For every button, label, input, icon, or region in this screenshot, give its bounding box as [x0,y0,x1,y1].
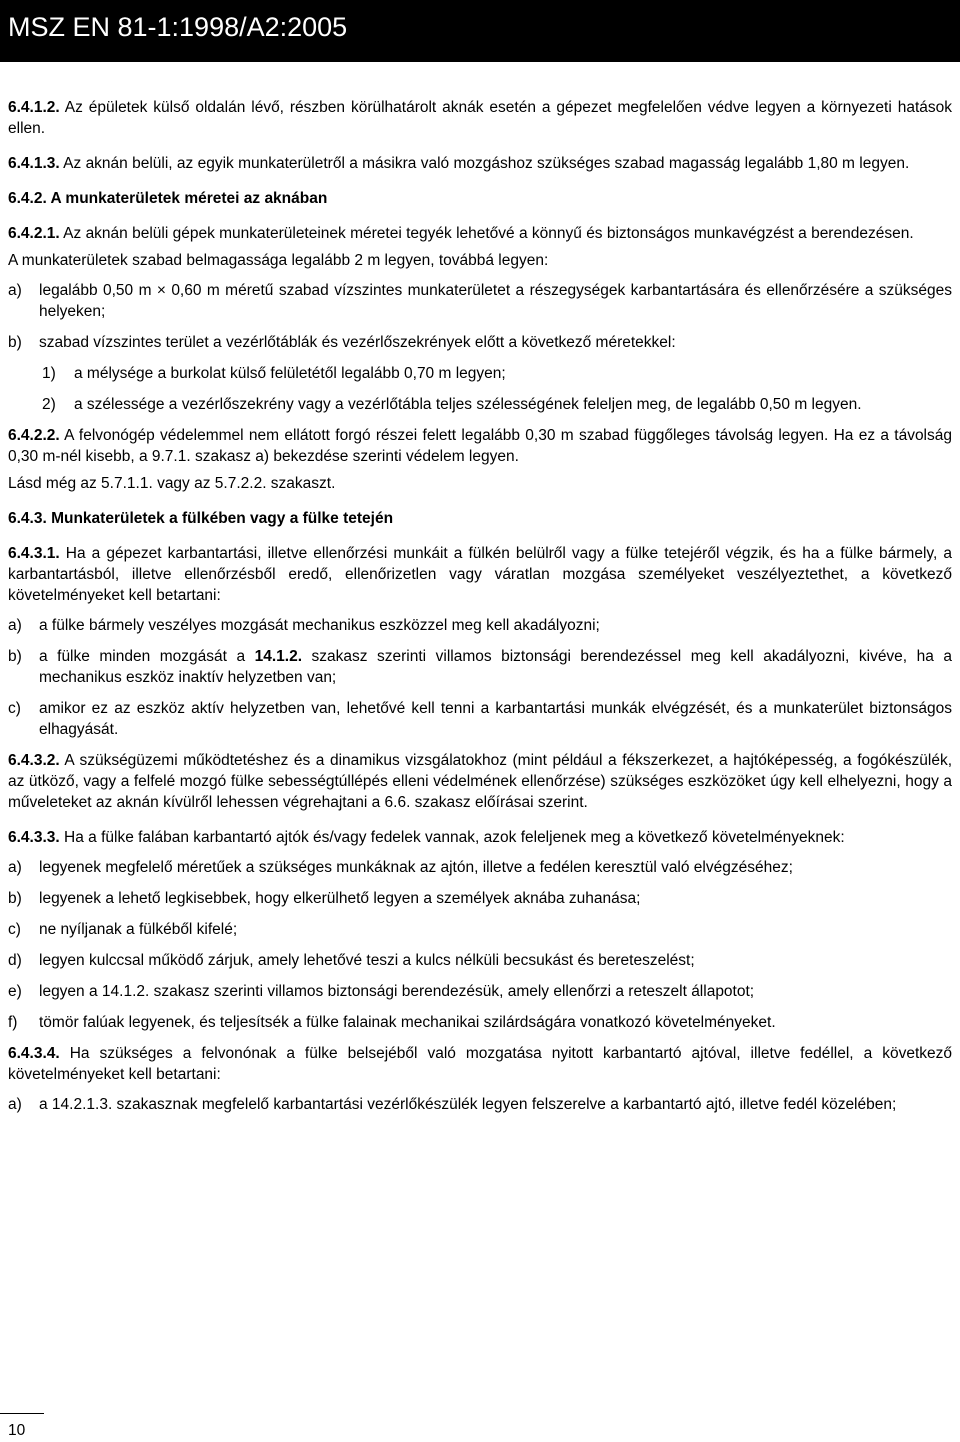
list-label: e) [8,983,22,1000]
list-label: a) [8,859,22,876]
section-number: 6.4.3.4. [8,1045,60,1062]
list-text: legyenek a lehető legkisebbek, hogy elkerülhető legyen a személyek aknába zuhanása; [39,890,641,907]
list-text: a mélysége a burkolat külső felületétől legalább 0,70 m legyen; [74,365,506,382]
list-label: a) [8,617,22,634]
section-text: A felvonógép védelemmel nem ellátott forgó részei felett legalább 0,30 m szabad függőleges távolság legyen. Ha ez a távolság 0,30 m-nél kisebb, a 9.7.1. szakasz a) bekezdése szerinti védelem legyen. [8,427,952,465]
list-label: f) [8,1014,18,1031]
section-number: 6.4.2.2. [8,427,60,444]
list-item [8,646,952,688]
list-label: b) [8,648,22,665]
list-item [8,919,952,940]
list-text: a fülke bármely veszélyes mozgását mechanikus eszközzel meg kell akadályozni; [39,617,600,634]
section-number: 6.4.2.1. [8,225,60,242]
section-number: 6.4.1.2. [8,99,60,116]
list-item [8,888,952,909]
section-reference: 14.1.2. [254,648,302,665]
document-title: MSZ EN 81-1:1998/A2:2005 [8,12,348,42]
list-item [8,1012,952,1033]
list-item [8,1094,952,1115]
list-label: a) [8,282,22,299]
section-text: Ha a gépezet karbantartási, illetve ellenőrzési munkáit a fülkén belülről vagy a fülke tetejéről végzik, és ha a fülke bármely, a karbantartásból, illetve ellenőrzésből eredő, ellenőrizetlen vagy váratlan mozgása személyeket veszélyeztethet, a következő követelményeket kell betartani: [8,545,952,604]
list-label: a) [8,1096,22,1113]
list-text-post: szakasz szerinti villamos biztonsági berendezéssel meg kell akadályozni, kivéve, ha a mechanikus eszköz inaktív helyzetben van; [39,648,952,686]
list-text: legyen kulccsal működő zárjuk, amely lehetővé teszi a kulcs nélküli becsukást és bereteszelést; [39,952,695,969]
list-label: b) [8,890,22,907]
section-text: Az aknán belüli gépek munkaterületeinek méretei tegyék lehetővé a könnyű és biztonságos munkavégzést a berendezésen. [59,225,914,242]
sub-list-item [42,394,952,415]
section-6-4-2-1 [8,223,952,244]
list-item [8,698,952,740]
list-item [8,950,952,971]
section-number: 6.4.3.2. [8,752,60,769]
list-text [39,646,952,688]
paragraph-clear-height: A munkaterületek szabad belmagassága legalább 2 m legyen, továbbá legyen: [8,252,549,269]
list-label: 2) [42,396,56,413]
list-item [8,981,952,1002]
list-item [8,332,952,353]
list-text: legyen a 14.1.2. szakasz szerinti villamos biztonsági berendezésük, amely ellenőrzi a reteszelt állapotot; [39,983,755,1000]
list-item [8,615,952,636]
sub-list-item [42,363,952,384]
section-text: Ha szükséges a felvonónak a fülke belsejéből való mozgatása nyitott karbantartó ajtóval, illetve fedéllel, a következő követelményeket kell betartani: [8,1045,952,1083]
list-label: b) [8,334,22,351]
list-text-pre: a fülke minden mozgását a [39,648,255,665]
list-text: ne nyíljanak a fülkéből kifelé; [39,921,238,938]
list-text: legyenek megfelelő méretűek a szükséges munkáknak az ajtón, illetve a fedélen keresztül való elvégzéséhez; [39,859,793,876]
document-body [8,97,952,1125]
section-number: 6.4.3.1. [8,545,60,562]
section-6-4-3-3 [8,827,952,848]
heading-6-4-2: 6.4.2. A munkaterületek méretei az aknában [8,190,328,207]
list-item [8,280,952,322]
section-6-4-1-3 [8,153,952,174]
page-number: 10 [8,1422,26,1439]
section-number: 6.4.1.3. [8,155,60,172]
list-label: c) [8,700,21,717]
list-text: a szélessége a vezérlőszekrény vagy a vezérlőtábla teljes szélességének feleljen meg, de legalább 0,50 m legyen. [74,396,862,413]
section-6-4-3-2 [8,750,952,813]
section-text: A szükségüzemi működtetéshez és a dinamikus vizsgálatokhoz (mint például a fékszerkezet, a hajtóképesség, a fogókészülék, az ütköző, vagy a felfelé mozgó fülke sebességtúllépés elleni védelmének ellenőrzése) szükséges eszközöket úgy kell elhelyezni, hogy a műveleteket az aknán kívülről lehessen végrehajtani a 6.6. szakasz előírásai szerint. [8,752,952,811]
section-6-4-2-2 [8,425,952,467]
list-text: szabad vízszintes terület a vezérlőtáblák és vezérlőszekrények előtt a következő méretekkel: [39,334,676,351]
heading-6-4-3: 6.4.3. Munkaterületek a fülkében vagy a fülke tetején [8,510,394,527]
footer-rule [0,1413,44,1414]
section-text: Az épületek külső oldalán lévő, részben körülhatárolt aknák esetén a gépezet megfelelően védve legyen a környezeti hatások ellen. [8,99,952,137]
section-6-4-3-1 [8,543,952,606]
list-text: amikor ez az eszköz aktív helyzetben van, lehetővé kell tenni a karbantartási munkák elvégzését, és a munkaterület biztonságos elhagyását. [39,700,952,738]
see-also: Lásd még az 5.7.1.1. vagy az 5.7.2.2. szakaszt. [8,475,336,492]
section-number: 6.4.3.3. [8,829,60,846]
list-text: tömör falúak legyenek, és teljesítsék a fülke falainak mechanikai szilárdságára vonatkozó követelményeket. [39,1014,776,1031]
list-label: 1) [42,365,56,382]
list-item [8,857,952,878]
section-text: Ha a fülke falában karbantartó ajtók és/vagy fedelek vannak, azok feleljenek meg a következő követelményeknek: [59,829,845,846]
section-6-4-1-2 [8,97,952,139]
section-6-4-3-4 [8,1043,952,1085]
document-header [0,0,960,62]
list-label: c) [8,921,21,938]
list-text: a 14.2.1.3. szakasznak megfelelő karbantartási vezérlőkészülék legyen felszerelve a karbantartó ajtó, illetve fedél közelében; [39,1096,897,1113]
list-label: d) [8,952,22,969]
list-text: legalább 0,50 m × 0,60 m méretű szabad vízszintes munkaterületet a részegységek karbantartására és ellenőrzésére a szükséges helyeken; [39,282,952,320]
section-text: Az aknán belüli, az egyik munkaterületről a másikra való mozgáshoz szükséges szabad magasság legalább 1,80 m legyen. [59,155,910,172]
